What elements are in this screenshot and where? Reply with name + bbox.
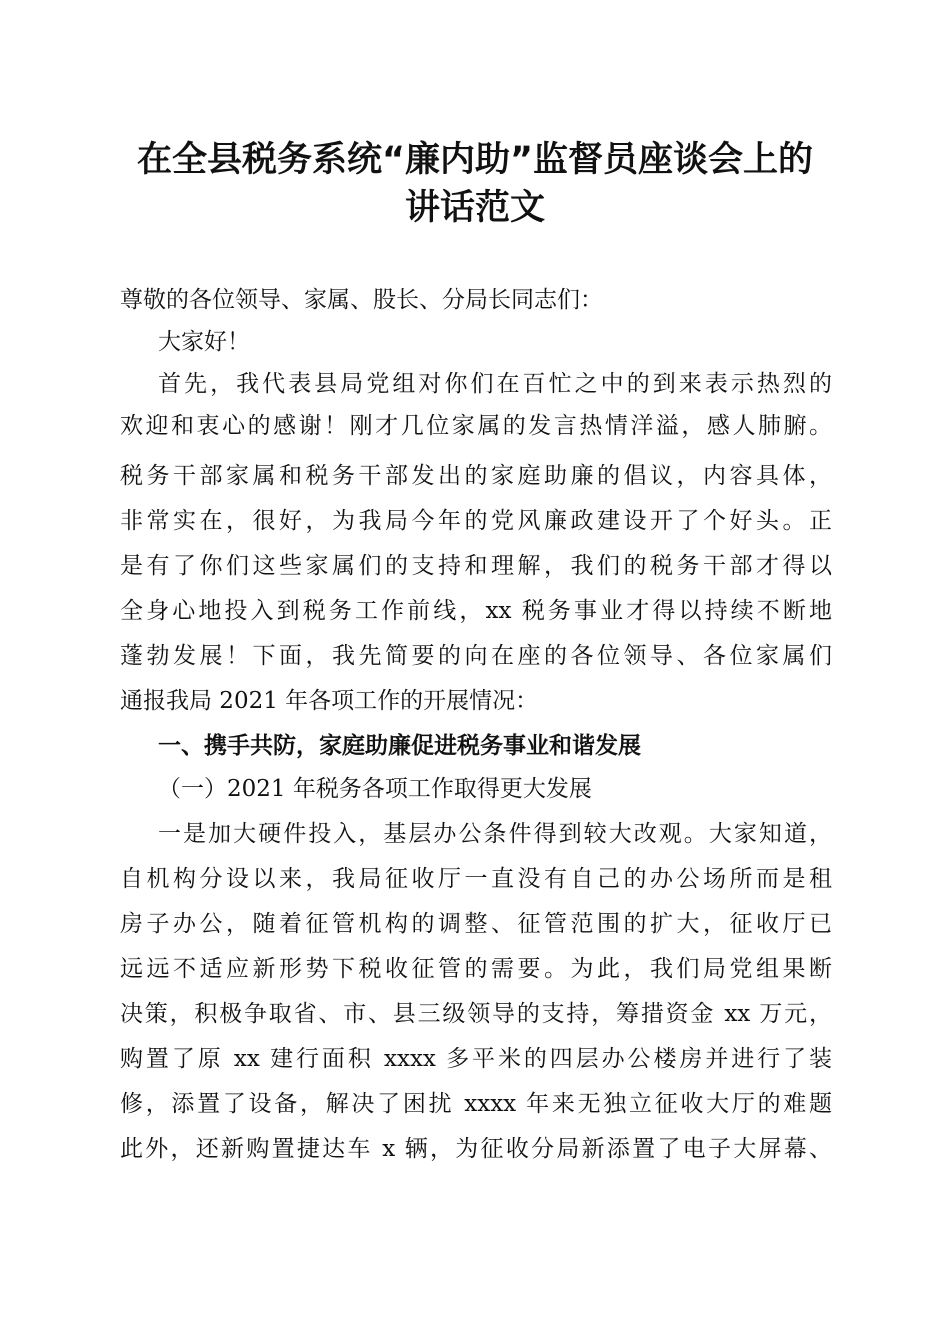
intro-line-3: 税务干部家属和税务干部发出的家庭助廉的倡议，内容具体， (120, 463, 832, 489)
intro-line-4: 非常实在，很好，为我局今年的党风廉政建设开了个好头。正 (120, 508, 832, 534)
para-1-line-5: 决策，积极争取省、市、县三级领导的支持，筹措资金 xx 万元， (120, 1001, 832, 1027)
para-1-line-2: 自机构分设以来，我局征收厅一直没有自己的办公场所而是租 (120, 866, 832, 892)
intro-line-2: 欢迎和衷心的感谢！刚才几位家属的发言热情洋溢，感人肺腑。 (120, 413, 832, 439)
section-1-heading: 一、携手共防，家庭助廉促进税务事业和谐发展 (158, 733, 641, 759)
document-title-line-2: 讲话范文 (404, 188, 545, 228)
intro-line-6: 全身心地投入到税务工作前线，xx 税务事业才得以持续不断地 (120, 598, 832, 624)
greeting: 大家好！ (158, 329, 250, 355)
document-title-line-1: 在全县税务系统“廉内助”监督员座谈会上的 (136, 140, 813, 180)
intro-line-5: 是有了你们这些家属们的支持和理解，我们的税务干部才得以 (120, 553, 832, 579)
intro-line-1: 首先，我代表县局党组对你们在百忙之中的到来表示热烈的 (158, 371, 832, 397)
para-1-line-3: 房子办公，随着征管机构的调整、征管范围的扩大，征收厅已 (120, 911, 832, 937)
para-1-line-6: 购置了原 xx 建行面积 xxxx 多平米的四层办公楼房并进行了装 (120, 1046, 832, 1072)
intro-line-8: 通报我局 2021 年各项工作的开展情况： (120, 688, 539, 714)
para-1-line-4: 远远不适应新形势下税收征管的需要。为此，我们局党组果断 (120, 956, 832, 982)
intro-line-7: 蓬勃发展！下面，我先简要的向在座的各位领导、各位家属们 (120, 643, 832, 669)
subsection-1-heading: （一）2021 年税务各项工作取得更大发展 (158, 776, 592, 802)
para-1-line-7: 修，添置了设备，解决了困扰 xxxx 年来无独立征收大厅的难题 (120, 1091, 832, 1117)
para-1-line-8: 此外，还新购置捷达车 x 辆，为征收分局新添置了电子大屏幕、 (120, 1136, 832, 1162)
salutation: 尊敬的各位领导、家属、股长、分局长同志们： (120, 287, 603, 313)
para-1-line-1: 一是加大硬件投入，基层办公条件得到较大改观。大家知道， (158, 821, 832, 847)
